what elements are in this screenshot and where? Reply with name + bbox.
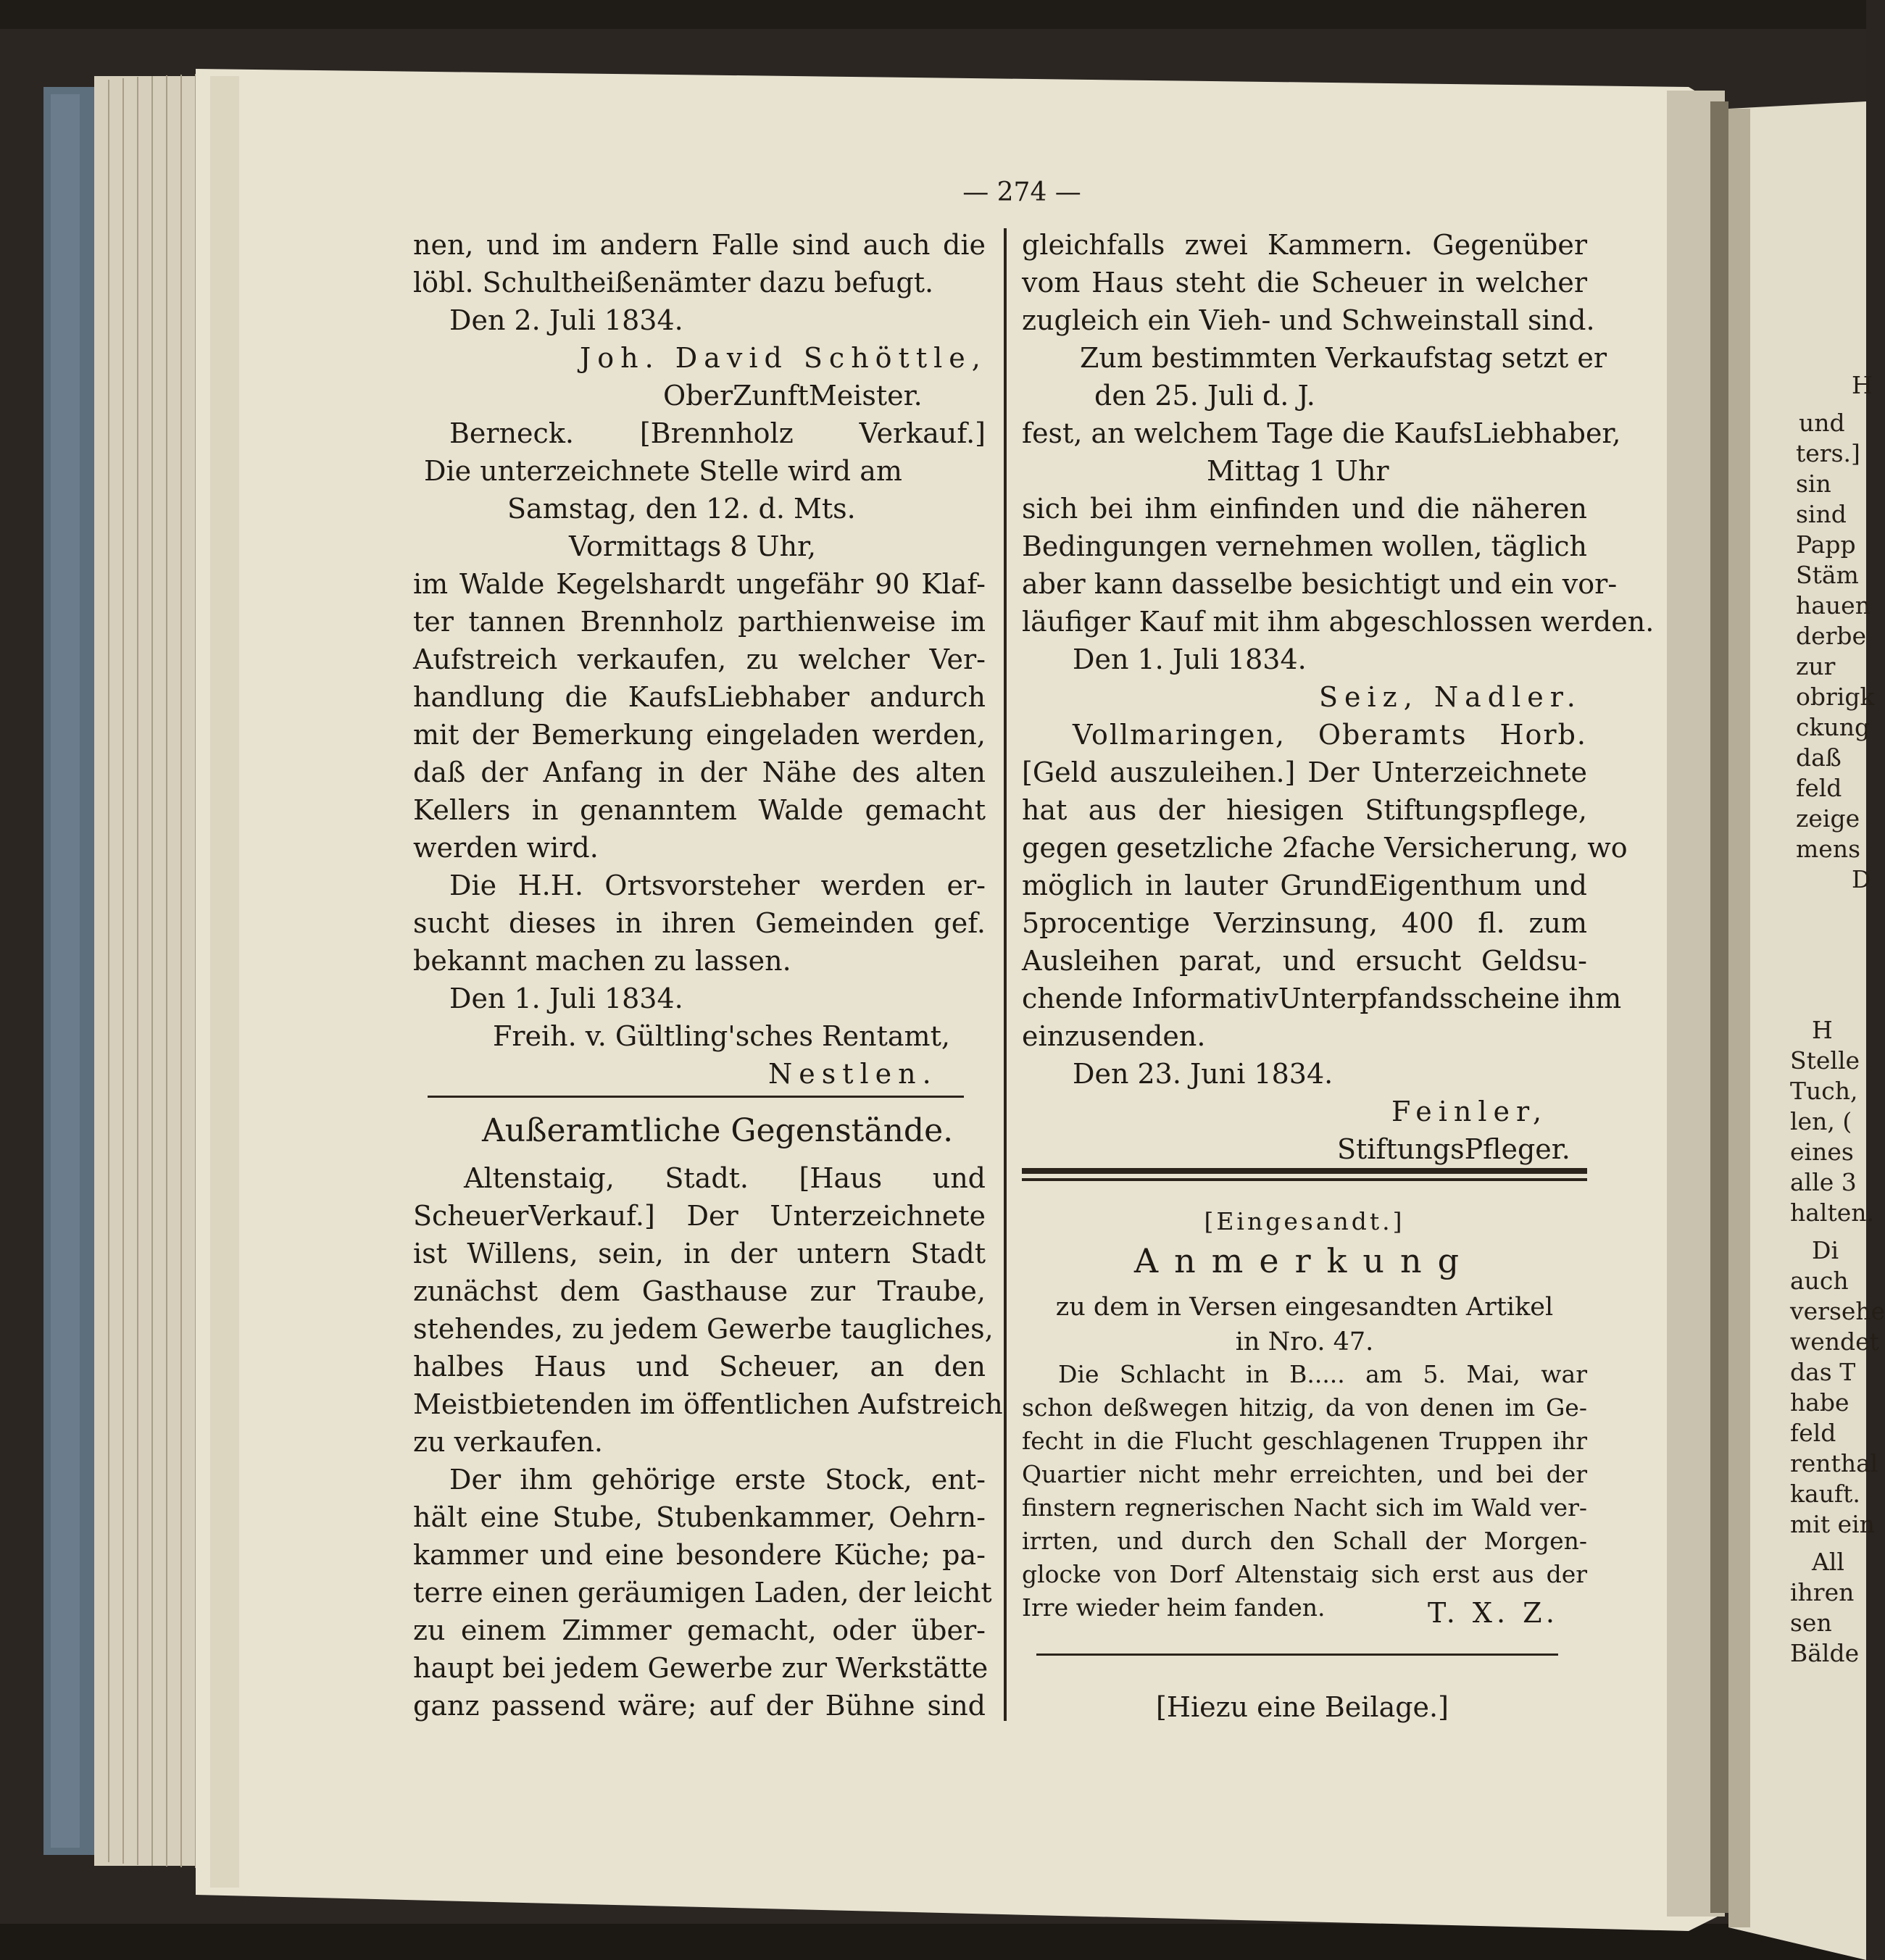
fragment-text: All: [1812, 1548, 1844, 1576]
text-line: hält eine Stube, Stubenkammer, Oehrn-: [413, 1501, 986, 1533]
text-line: Den 23. Juni 1834.: [1073, 1058, 1333, 1090]
signature-name: Feinler,: [1391, 1096, 1549, 1127]
text-line: löbl. Schultheißenämter dazu befugt.: [413, 267, 934, 299]
text-line: 5procentige Verzinsung, 400 fl. zum: [1022, 907, 1587, 939]
notice-heading: Berneck. [Brennholz Verkauf.]: [449, 417, 986, 449]
text-line: im Walde Kegelshardt ungefähr 90 Klaf-: [413, 568, 986, 600]
text-line: sucht dieses in ihren Gemeinden gef.: [413, 907, 986, 939]
text-line: werden wird.: [413, 832, 599, 864]
fragment-text: sen: [1790, 1609, 1832, 1637]
text-line: terre einen geräumigen Laden, der leicht: [413, 1577, 992, 1609]
text-line: Der ihm gehörige erste Stock, ent-: [449, 1464, 986, 1496]
text-line: läufiger Kauf mit ihm abgeschlossen werden.: [1022, 606, 1655, 638]
text-line: stehendes, zu jedem Gewerbe taugliches,: [413, 1313, 994, 1345]
beilage-note: [Hiezu eine Beilage.]: [1156, 1691, 1449, 1723]
fragment-text: halten.: [1790, 1198, 1875, 1227]
text-line: irrten, und durch den Schall der Morgen-: [1022, 1527, 1587, 1555]
signature-office: Freih. v. Gültling'sches Rentamt,: [493, 1020, 950, 1052]
text-line: Irre wieder heim fanden.: [1022, 1593, 1326, 1622]
signature-name: Joh. David Schöttle,: [580, 342, 987, 374]
text-line: ter tannen Brennholz parthienweise im: [413, 606, 986, 638]
text-line: Bedingungen vernehmen wollen, täglich: [1022, 530, 1587, 562]
text-line: gegen gesetzliche 2fache Versicherung, wo: [1022, 832, 1628, 864]
text-line: Den 1. Juli 1834.: [1073, 643, 1307, 675]
fragment-text: Papp: [1796, 530, 1856, 559]
text-line: finstern regnerischen Nacht sich im Wald ver-: [1022, 1493, 1587, 1522]
fragment-text: len, (: [1790, 1107, 1852, 1135]
text-line: Aufstreich verkaufen, zu welcher Ver-: [413, 643, 986, 675]
text-line: möglich in lauter GrundEigenthum und: [1022, 870, 1587, 901]
fragment-text: mens: [1796, 835, 1861, 863]
text-line: glocke von Dorf Altenstaig sich erst aus der: [1022, 1560, 1587, 1588]
signature-title: OberZunftMeister.: [663, 380, 923, 412]
fragment-text: ters.]: [1796, 439, 1860, 467]
fragment-text: H: [1812, 1016, 1833, 1044]
text-line: nen, und im andern Falle sind auch die: [413, 229, 986, 261]
section-heading: Außeramtliche Gegenstände.: [482, 1112, 954, 1149]
text-line: hat aus der hiesigen Stiftungspflege,: [1022, 794, 1587, 826]
text-line: zu verkaufen.: [413, 1426, 603, 1458]
text-line: Zum bestimmten Verkaufstag setzt er: [1080, 342, 1607, 374]
text-line: zu einem Zimmer gemacht, oder über-: [413, 1614, 986, 1646]
text-line: Kellers in genanntem Walde gemacht: [413, 794, 986, 826]
text-line: ganz passend wäre; auf der Bühne sind: [413, 1690, 986, 1722]
fragment-text: Stelle: [1790, 1046, 1860, 1075]
fragment-text: obrigk: [1796, 683, 1875, 711]
text-line: Die H.H. Ortsvorsteher werden er-: [449, 870, 986, 901]
fragment-text: D: [1852, 865, 1871, 893]
fragment-text: zeige: [1796, 804, 1860, 833]
text-line: daß der Anfang in der Nähe des alten: [413, 756, 986, 788]
text-line: Samstag, den 12. d. Mts.: [507, 493, 856, 525]
fragment-text: sind: [1796, 500, 1847, 528]
article-title: Anmerkung: [1133, 1241, 1476, 1280]
fragment-text: H: [1852, 371, 1873, 399]
text-line: haupt bei jedem Gewerbe zur Werkstätte: [413, 1652, 989, 1684]
fragment-text: sin: [1796, 470, 1831, 498]
column-divider: [1004, 228, 1007, 1721]
section-rule: [1036, 1654, 1558, 1656]
fragment-text: Stäm: [1796, 561, 1859, 589]
text-line: schon deßwegen hitzig, da von denen im Ge-: [1022, 1393, 1587, 1422]
text-line: Den 2. Juli 1834.: [449, 304, 683, 336]
text-line: halbes Haus und Scheuer, an den: [413, 1351, 986, 1383]
notice-heading: Vollmaringen, Oberamts Horb.: [1073, 719, 1587, 751]
text-line: ist Willens, sein, in der untern Stadt: [413, 1238, 986, 1269]
fragment-text: wendet: [1790, 1327, 1879, 1356]
fragment-text: habe: [1790, 1388, 1849, 1417]
fragment-text: kauft.: [1790, 1480, 1860, 1508]
text-line: Vormittags 8 Uhr,: [569, 530, 817, 562]
text-line: kammer und eine besondere Küche; pa-: [413, 1539, 986, 1571]
fragment-text: mit ein: [1790, 1510, 1875, 1538]
double-rule-bottom: [1022, 1178, 1587, 1181]
fragment-text: feld: [1790, 1419, 1836, 1447]
text-line: mit der Bemerkung eingeladen werden,: [413, 719, 986, 751]
text-line: zugleich ein Vieh- und Schweinstall sind.: [1022, 304, 1595, 336]
text-line: gleichfalls zwei Kammern. Gegenüber: [1022, 229, 1587, 261]
fragment-text: feld: [1796, 774, 1842, 802]
text-line: zunächst dem Gasthause zur Traube,: [413, 1275, 986, 1307]
text-line: vom Haus steht die Scheuer in welcher: [1022, 267, 1587, 299]
text-line: Die Schlacht in B..... am 5. Mai, war: [1058, 1360, 1587, 1388]
fragment-text: renthal: [1790, 1449, 1878, 1477]
article-subtitle: zu dem in Versen eingesandten Artikel: [1055, 1293, 1554, 1322]
text-line: aber kann dasselbe besichtigt und ein vor-: [1022, 568, 1618, 600]
article-subtitle: in Nro. 47.: [1235, 1327, 1374, 1356]
text-line: den 25. Juli d. J.: [1094, 380, 1315, 412]
fragment-text: zur: [1796, 652, 1836, 680]
fragment-text: daß: [1796, 743, 1842, 772]
text-line: Ausleihen parat, und ersucht Geldsu-: [1022, 945, 1587, 977]
fragment-text: und: [1799, 409, 1845, 437]
article-signature: T. X. Z.: [1428, 1597, 1559, 1629]
fragment-text: Tuch,: [1790, 1077, 1858, 1105]
section-rule: [428, 1096, 964, 1098]
fragment-text: derbe: [1796, 622, 1867, 650]
text-line: sich bei ihm einfinden und die näheren: [1022, 493, 1587, 525]
page-number: — 274 —: [962, 178, 1081, 207]
text-line: [Geld auszuleihen.] Der Unterzeichnete: [1022, 756, 1587, 788]
article-tag: [Eingesandt.]: [1204, 1207, 1405, 1235]
fragment-text: das T: [1790, 1358, 1856, 1386]
fragment-text: ihren: [1790, 1578, 1855, 1606]
notice-heading: Altenstaig, Stadt. [Haus und: [464, 1162, 986, 1194]
text-line: Quartier nicht mehr erreichten, und bei der: [1022, 1460, 1587, 1488]
fragment-text: Di: [1812, 1236, 1839, 1264]
text-line: fecht in die Flucht geschlagenen Truppen ihr: [1022, 1427, 1587, 1455]
signature-title: StiftungsPfleger.: [1337, 1133, 1570, 1165]
text-line: Den 1. Juli 1834.: [449, 983, 683, 1014]
text-line: chende InformativUnterpfandsscheine ihm: [1022, 983, 1622, 1014]
text-line: ScheuerVerkauf.] Der Unterzeichnete: [413, 1200, 986, 1232]
text-line: handlung die KaufsLiebhaber andurch: [413, 681, 986, 713]
text-line: fest, an welchem Tage die KaufsLiebhaber,: [1022, 417, 1621, 449]
text-line: einzusenden.: [1022, 1020, 1206, 1052]
double-rule-top: [1022, 1168, 1587, 1174]
fragment-text: Bälde: [1790, 1639, 1860, 1667]
fragment-text: versehe: [1790, 1297, 1885, 1325]
text-line: Mittag 1 Uhr: [1207, 455, 1389, 487]
text-line: Meistbietenden im öffentlichen Aufstreich: [413, 1388, 1003, 1420]
signature-name: Seiz, Nadler.: [1319, 681, 1582, 713]
fragment-text: hauen: [1796, 591, 1871, 620]
text-line: bekannt machen zu lassen.: [413, 945, 791, 977]
text-line: Die unterzeichnete Stelle wird am: [424, 455, 902, 487]
fragment-text: eines: [1790, 1138, 1854, 1166]
fragment-text: alle 3: [1790, 1168, 1857, 1196]
fragment-text: ckung: [1796, 713, 1871, 741]
signature-name: Nestlen.: [768, 1058, 938, 1090]
fragment-text: auch: [1790, 1267, 1849, 1295]
